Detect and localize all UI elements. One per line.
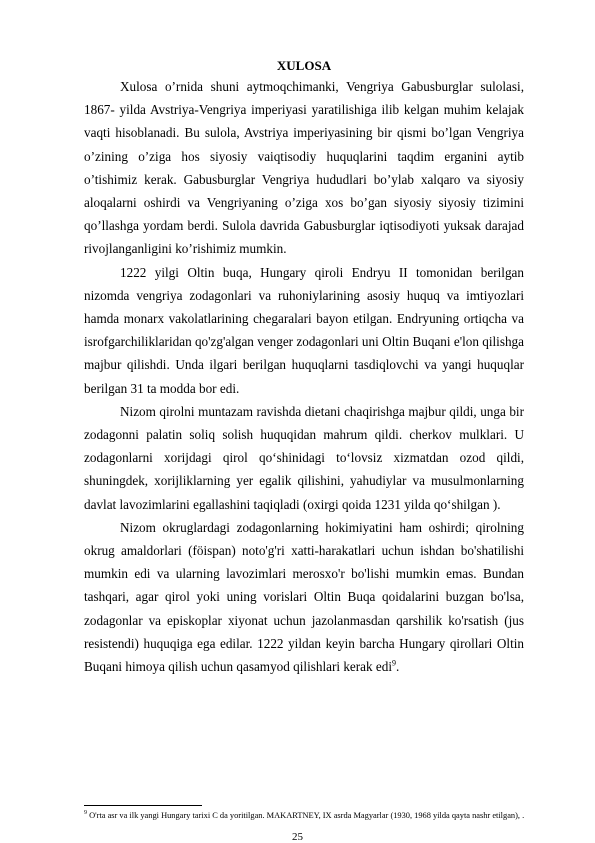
paragraph-4: Nizom okruglardagi zodagonlarning hokimiyatini ham oshirdi; qirolning okrug amaldorlari (föispan) noto'g'ri xatti-harakatlari uchun ishdan bo'shatilishi mumkin edi va ularning lavozimlari merosxo'r bo'lishi mumkin emas. Bundan tashqari, agar qirol yoki uning vorislari Oltin Buqa qoidalarini buzgan bo'lsa, zodagonlar va episkoplar xiyonat uchun jazolanmasdan qarshilik ko'rsatish (jus resistendi) huquqiga ega edilar. 1222 yildan keyin barcha Hungary qirollari Oltin Buqani himoya qilish uchun qasamyod qilishlari kerak edi$^9$.	[84, 519, 524, 675]
footnote-divider	[84, 805, 202, 806]
document-page	[84, 56, 524, 678]
paragraph-2: 1222 yilgi Oltin buqa, Hungary qiroli Endryu II tomonidan berilgan nizomda vengriya zodagonlari va ruhoniylarining asosiy huquq va imtiyozlari hamda monarx vakolatlarining chegaralari bayon etilgan. Endryuning ortiqcha va isrofgarchiliklaridan qo'zg'algan venger zodagonlari uni Oltin Buqani e'lon qilishga majbur qilishdi. Unda ilgari berilgan huquqlarni tasdiqlovchi va yangi huquqlar berilgan 31 ta modda bor edi.	[84, 264, 524, 396]
paragraph-4-text: Nizom okruglardagi zodagonlarning hokimiyatini ham oshirdi; qirolning okrug amaldorlari (föispan) noto'g'ri xatti-harakatlari uchun ishdan bo'shatilishi mumkin edi va ularning lavozimlari merosxo'r bo'lishi mumkin emas. Bundan tashqari, agar qirol yoki uning vorislari Oltin Buqa qoidalarini buzgan bo'lsa, zodagonlar va episkoplar xiyonat uchun jazolanmasdan qarshilik ko'rsatish (jus resistendi) huquqiga ega edilar. 1222 yildan keyin barcha Hungary qirollari Oltin Buqani himoya qilish uchun qasamyod qilishlari kerak edi	[84, 519, 524, 675]
paragraph-1: Xulosa o’rnida shuni aytmoqchimanki, Vengriya Gabusburglar sulolasi, 1867- yilda Avstriya-Vengriya imperiyasi yaratilishiga ilib kelgan muhim kelajak vaqti hisoblanadi. Bu sulola, Avstriya imperiyasining bir qismi bo’lgan Vengriya o’zining o’ziga hos siyosiy vaiqtisodiy huquqlarini taqdim erganini aytib o’tishimiz kerak. Gabusburglar Vengriya hududlari bo’ylab xalqaro va siyosiy aloqalarni oshirdi va Vengriyaning o’ziga xos bo’gan siyosiy siyosiy tizimini qo’llashga yordam berdi. Sulola davrida Gabusburglar iqtisodiyoti yuksak darajad rivojlanganligini ko’rishimiz mumkin.	[84, 79, 524, 257]
page-title: XULOSA	[276, 58, 332, 73]
footnote-marker: 9	[84, 810, 87, 816]
footnote-text: O'rta asr va ilk yangi Hungary tarixi C da yoritilgan. MAKARTNEY, IX asrda Magyarlar (1930, 1968 yilda qayta nashr etilgan), .	[87, 810, 525, 820]
footnote-reference[interactable]: 9	[392, 658, 397, 668]
paragraph-3: Nizom qirolni muntazam ravishda dietani chaqirishga majbur qildi, unga bir zodagonni palatin soliq solish huquqidan mahrum qildi. cherkov mulklari. U zodagonlarni xorijdagi qirol qo‘shinidagi to‘lovsiz xizmatdan ozod qildi, shuningdek, xorijliklarning yer egalik qilishini, yahudiylar va musulmonlarning davlat lavozimlarini egallashini taqiqladi (oxirgi qoida 1231 yilda qo‘shilgan ).	[84, 403, 524, 512]
page-number: 25	[292, 831, 303, 843]
footnote	[84, 808, 534, 821]
